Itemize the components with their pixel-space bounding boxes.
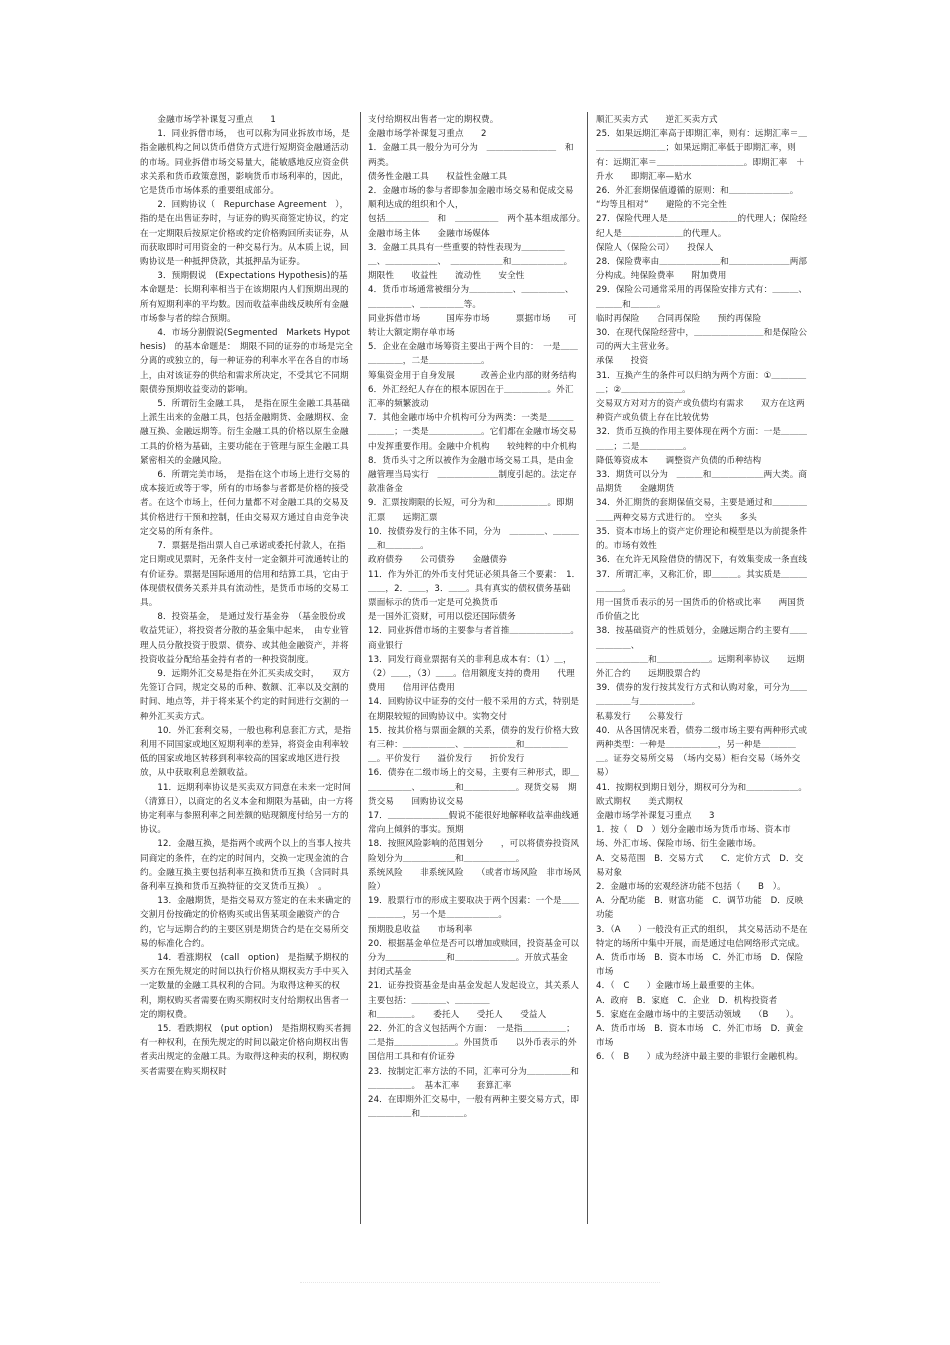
paragraph: 7．票据是指出票人自己承诺或委托付款人，在指定日期或见票时，无条件支付一定金额并可流通转让的有价证券。票据是国际通用的信用和结算工具，它由于体现债权债务关系并具有流动性，是货币市场的交易工具。 [140,541,349,608]
paragraph: 2．金融市场的参与者即参加金融市场交易和促成交易顺利达成的组织和个人， [368,186,574,211]
paragraph: 32．货币互换的作用主要体现在两个方面：一是＿＿＿＿＿；二是＿＿＿＿＿。 [596,427,808,452]
paragraph: A．货币市场 B．资本市场 C．外汇市场 D．黄金市场 [596,1024,804,1049]
paragraph: 7．其他金融市场中介机构可分为两类：一类是＿＿＿＿＿＿；一类是＿＿＿＿＿＿。它们都在金融市场交易中发挥重要作用。金融中介机构 较纯粹的中介机构 [368,413,577,452]
column-3 [596,113,808,1223]
paragraph: 8．投资基金， 是通过发行基金券 （基金股份或收益凭证），将投资者分散的基金集中起来， 由专业管理人员分散投资于股票、债券、或其他金融资产，并将投资收益分配给基金持有者的一种投资制度。 [140,612,349,665]
paragraph: 6．所谓完美市场， 是指在这个市场上进行交易的成本接近或等于零，所有的市场参与者都是价格的接受者。在这个市场上，任何力量都不对金融工具的交易及其价格进行干预和控制，任由交易双方通过自由竞争决定交易的所有条件。 [140,470,350,537]
paragraph: 36．在允许无风险借贷的情况下，有效集变成一条直线 [596,555,808,566]
paragraph: 37．所谓汇率，又称汇价，即＿＿＿。其实质是＿＿＿＿＿＿。 [596,569,808,594]
paragraph: 31．互换产生的条件可以归纳为两个方面：①＿＿＿＿＿；②＿＿＿＿＿＿＿。 [596,370,807,395]
paragraph: 12．金融互换，是指两个或两个以上的当事人按共同商定的条件，在约定的时间内，交换一定现金流的合约。金融互换主要包括利率互换和货币互换（含同时具备利率互换和货币互换特征的交叉货币互换） 。 [140,839,352,892]
paragraph: 降低筹资成本 调整资产负债的币种结构 [596,455,762,466]
column-divider-left [360,112,361,1224]
paragraph: 金融市场学补课复习重点 3 [596,810,715,821]
paragraph: 金融市场学补课复习重点 1 [140,115,276,125]
paragraph: 是一国外汇资财，可用以偿还国际债务 [368,612,516,623]
paragraph: 债务性金融工具 权益性金融工具 [368,171,508,182]
paragraph: 20．根据基金单位是否可以增加或赎回，投资基金可以分为＿＿＿＿＿＿＿和＿＿＿＿＿＿＿。开放式基金 封闭式基金 [368,938,586,978]
paragraph: 19．股票行市的形成主要取决于两个因素：一个是＿＿＿＿＿＿，另一个是＿＿＿＿＿＿。 [368,896,580,921]
paragraph: 1．按（ D ）划分金融市场为货币市场、资本市场、外汇市场、保险市场、衍生金融市场。 [596,825,791,850]
paragraph: 3．金融工具具有一些重要的特性表现为＿＿＿＿＿＿、＿＿＿＿＿＿、 ＿＿＿＿＿＿和＿＿＿＿＿＿。 期限性 收益性 流动性 安全性 [368,242,586,282]
paragraph: 和＿＿＿＿。 委托人 受托人 受益人 [368,1009,547,1020]
column-2 [368,113,590,1223]
column-divider-right [587,112,588,1224]
paragraph: 8．货币头寸之所以被作为金融市场交易工具，是由金融管理当局实行 ＿＿＿＿＿＿＿制度引起的。法定存款准备金 [368,455,577,495]
paragraph: 29．保险公司通常采用的再保险安排方式有：＿＿＿、＿＿＿和＿＿＿。 [596,285,808,310]
paragraph: 12．同业拆借市场的主要参与者首推＿＿＿＿＿＿＿。商业银行 [368,626,580,651]
paragraph: 13．同发行商业票据有关的非利息成本有：（1）＿，（2）＿＿，（3）＿＿。信用额度支持的费用 代理费用 信用评估费用 [368,654,575,694]
paragraph: 临时再保险 合同再保险 预约再保险 [596,313,762,324]
paragraph: 41．按期权到期日划分，期权可分为和＿＿＿＿＿＿。欧式期权 美式期权 [596,782,808,807]
column-1 [140,113,354,1223]
paragraph: 28．保险费率由＿＿＿＿＿＿＿和＿＿＿＿＿＿＿两部分构成。纯保险费率 附加费用 [596,257,808,282]
paragraph: 15．按其价格与票面金额的关系，债券的发行价格大致有三种：＿＿＿＿＿＿、＿＿＿＿＿＿和＿＿＿＿＿＿。平价发行 溢价发行 折价发行 [368,725,580,765]
paragraph: 5．企业在金融市场筹资主要出于两个目的： 一是＿＿＿＿＿＿，二是＿＿＿＿＿＿。 [368,342,578,367]
paragraph: 10．按债券发行的主体不同，分为 ＿＿＿＿、＿＿＿＿和＿＿＿＿。 [368,526,580,552]
paragraph: 16．债券在二级市场上的交易，主要有三种形式，即＿＿＿＿＿＿、＿＿＿＿和＿＿＿＿＿＿。现货交易 期货交易 回购协议交易 [368,768,580,807]
paragraph: 5．所谓衍生金融工具， 是指在原生金融工具基础上派生出来的金融工具，包括金融期货、金融期权、金融互换、金融远期等。衍生金融工具的价格以原生金融工具的价格为基础，主要功能在于管理与原生金融工具紧密相关的金融风险。 [140,399,350,466]
paragraph: 40．从各国情况来看，债券二级市场主要有两种形式或两种类型：一种是＿＿＿＿＿＿，另一种是＿＿＿＿＿。证券交易所交易 （场内交易）柜台交易（场外交易） [596,725,808,779]
paragraph: 4．市场分割假说(Segmented Markets Hypothesis) 的基本命题是： 期限不同的证券的市场是完全分离的或独立的，每一种证券的利率水平在各自的市场上，由对该证券的供给和需求所决定，不受其它不同期限债券预期收益变动的影响。 [140,328,353,395]
paragraph: 金融市场学补课复习重点 2 [368,129,487,140]
paragraph: 4．（ C ）金融市场上最重要的主体。 [596,981,760,992]
paragraph: 政府债券 公司债券 金融债券 [368,555,508,566]
paragraph: 27．保险代理人是＿＿＿＿＿＿＿＿的代理人；保险经纪人是＿＿＿＿＿＿＿的代理人。 [596,214,808,239]
paragraph: 预期股息收益 市场利率 [368,924,473,935]
paragraph: 6．外汇经纪人存在的根本原因在于＿＿＿＿＿。外汇汇率的频繁波动 [368,384,574,410]
paragraph: 24．在即期外汇交易中，一般有两种主要交易方式，即＿＿＿＿＿和＿＿＿＿＿。 [368,1095,580,1120]
paragraph: 6．（ B ）成为经济中最主要的非银行金融机构。 [596,1052,804,1063]
paragraph: 15．看跌期权 (put option) 是指期权购买者拥有一种权利，在预先规定的时间以敲定价格向期权出售者卖出规定的金融工具。为取得这种卖的权利，期权购买者需要在购买期权时 [140,1024,352,1077]
paragraph: 22．外汇的含义包括两个方面： 一是指＿＿＿＿＿；二是指＿＿＿＿＿＿＿。外国货币 以外币表示的外国信用工具和有价证券 [368,1024,577,1063]
paragraph: 35．资本市场上的资产定价理论和模型是以为前提条件的。市场有效性 [596,526,808,552]
paragraph: 14．回购协议中证券的交付一般不采用的方式，特别是在期限较短的回购协议中。实物交付 [368,697,580,722]
paragraph: 用一国货币表示的另一国货币的价格或比率 两国货币价值之比 [596,597,805,623]
paragraph: 38．按基础资产的性质划分，金融远期合约主要有＿＿＿＿＿＿、 [596,626,808,651]
paragraph: 3．（A ）一般没有正式的组织， 其交易活动不是在特定的场所中集中开展，而是通过电信网络形式完成。 [596,924,808,949]
paragraph: 承保 投资 [596,356,649,367]
paragraph: 筹集资金用于自身发展 改善企业内部的财务结构 [368,370,577,381]
paragraph: 保险人（保险公司） 投保人 [596,242,714,253]
paragraph: 26．外汇套期保值遵循的原则：和＿＿＿＿＿＿＿。 [596,186,799,197]
paragraph: 25．如果远期汇率高于即期汇率，则有：远期汇率＝＿＿＿＿＿＿＿＿＿；如果远期汇率低于即期汇率，则有：远期汇率＝＿＿＿＿＿＿＿＿＿＿。即期汇率 ＋升水 即期汇率—贴水 [596,129,808,182]
paragraph: 14．看涨期权 (call option) 是指赋予期权的买方在预先规定的时间以执行价格从期权卖方手中买入一定数量的金融工具权利的合同。为取得这种买的权利，期权购买者需要在购买期权时支付给期权出售者一定的期权费。 [140,952,349,1020]
paragraph: 顺汇买卖方式 逆汇买卖方式 [596,115,718,125]
paragraph: “均等且相对” 避险的不完全性 [596,200,727,211]
paragraph: 系统风险 非系统风险 （或者市场风险 非市场风险） [368,867,582,892]
paragraph: 21．证券投资基金是由基金发起人发起设立，其关系人主要包括：＿＿＿＿、＿＿＿＿ [368,981,580,1006]
paragraph: 18．按照风险影响的范围划分 ，可以将债券投资风险划分为＿＿＿＿＿＿和＿＿＿＿＿＿。 [368,839,580,864]
paragraph: 39．债券的发行按其发行方式和认购对象，可分为＿＿＿＿＿＿与＿＿＿＿＿＿。 [596,683,808,708]
paragraph: 5．家庭在金融市场中的主要活动领域 （B ）。 [596,1009,799,1020]
paragraph: 包括＿＿＿＿＿ 和 ＿＿＿＿＿ 两个基本组成部分。 金融市场主体 金融市场媒体 [368,214,590,239]
paragraph: 4．货币市场通常被细分为＿＿＿＿＿、＿＿＿＿＿、＿＿＿＿＿、＿＿＿＿＿等。 [368,285,574,310]
paragraph: A．政府 B．家庭 C．企业 D．机构投资者 [596,995,778,1006]
paragraph: 1．金融工具一般分为可分为 ＿＿＿＿＿＿＿＿ 和两类。 [368,143,574,168]
paragraph: 2．回购协议（ Repurchase Agreement ），指的是在出售证券时，与证券的购买商签定协议，约定在一定期限后按原定价格或约定价格购回所卖证券，从而获取即时可用资金的一种交易行为。从本质上说，回购协议是一种抵押贷款，其抵押品为证券。 [140,200,349,268]
paragraph: 13．金融期货，是指交易双方签定的在未来确定的交割月份按确定的价格购买或出售某项金融资产的合约，它与远期合约的主要区别是期货合约是在交易所交易的标准化合约。 [140,896,352,949]
paragraph: A．货币市场 B．资本市场 C．外汇市场 D．保险市场 [596,952,804,978]
paragraph: 支付给期权出售者一定的期权费。 [368,115,499,125]
paragraph: 34．外汇期货的套期保值交易，主要是通过和＿＿＿＿＿＿两种交易方式进行的。 空头 多头 [596,498,808,523]
footer-rule [300,1282,660,1283]
paragraph: 10．外汇套利交易，一般也称利息套汇方式，是指利用不同国家或地区短期利率的差异，将资金由利率较低的国家或地区转移到利率较高的国家或地区进行投放，从中获取利息差额收益。 [140,725,352,779]
paragraph: 9．远期外汇交易是指在外汇买卖成交时， 双方先签订合同，规定交易的币种、数额、汇率以及交割的时间、地点等，并于将来某个约定的时间进行交割的一种外汇买卖方式。 [140,668,350,722]
paragraph: 3．预期假说 (Expectations Hypothesis)的基本命题是：长期利率相当于在该期限内人们预期出现的所有短期利率的平均数。因而收益率曲线反映所有金融市场参与者的综合预期。 [140,271,349,324]
paragraph: ＿＿＿＿＿＿和＿＿＿＿＿＿。远期利率协议 远期外汇合约 远期股票合约 [596,654,805,679]
paragraph: 交易双方对对方的资产或负债均有需求 双方在这两种资产或负债上存在比较优势 [596,399,805,424]
paragraph: A．分配功能 B．财富功能 C．调节功能 D．反映功能 [596,896,804,921]
paragraph: A．交易范围 B．交易方式 C．定价方式 D．交易对象 [596,853,804,878]
paragraph: 1．同业拆借市场， 也可以称为同业拆放市场，是指金融机构之间以货币借贷方式进行短期资金融通活动的市场。同业拆借市场交易量大，能敏感地反应资金供求关系和货币政策意图，影响货币市场利率的，因此，它是货币市场体系的重要组成部分。 [140,129,350,197]
paragraph: 同业拆借市场 国库券市场 票据市场 可转让大额定期存单市场 [368,313,577,339]
paragraph: 23．按制定汇率方法的不同，汇率可分为＿＿＿＿＿和＿＿＿＿＿。 基本汇率 套算汇率 [368,1066,580,1091]
paragraph: 2．金融市场的宏观经济功能不包括（ B ）。 [596,881,786,892]
paragraph: 30．在现代保险经营中，＿＿＿＿＿＿＿＿和是保险公司的两大主营业务。 [596,328,808,353]
paragraph: 11．作为外汇的外币支付凭证必须具备三个要素： 1．＿＿，2．＿＿，3．＿＿。具有真实的债权债务基础 票面标示的货币一定是可兑换货币 [368,569,588,608]
paragraph: 11．远期利率协议是买卖双方同意在未来一定时间（清算日），以商定的名义本金和期限为基础，由一方将协定利率与参照利率之间差额的贴现额度付给另一方的协议。 [140,782,354,836]
paragraph: 17．＿＿＿＿＿＿＿假说不能很好地解释收益率曲线通常向上倾斜的事实。预期 [368,810,580,836]
paragraph: 33．期货可以分为 ＿＿＿和＿＿＿＿＿＿两大类。商品期货 金融期货 [596,470,808,495]
paragraph: 9．汇票按期限的长短，可分为和＿＿＿＿＿＿。即期汇票 远期汇票 [368,498,574,523]
paragraph: 私募发行 公募发行 [596,711,683,722]
